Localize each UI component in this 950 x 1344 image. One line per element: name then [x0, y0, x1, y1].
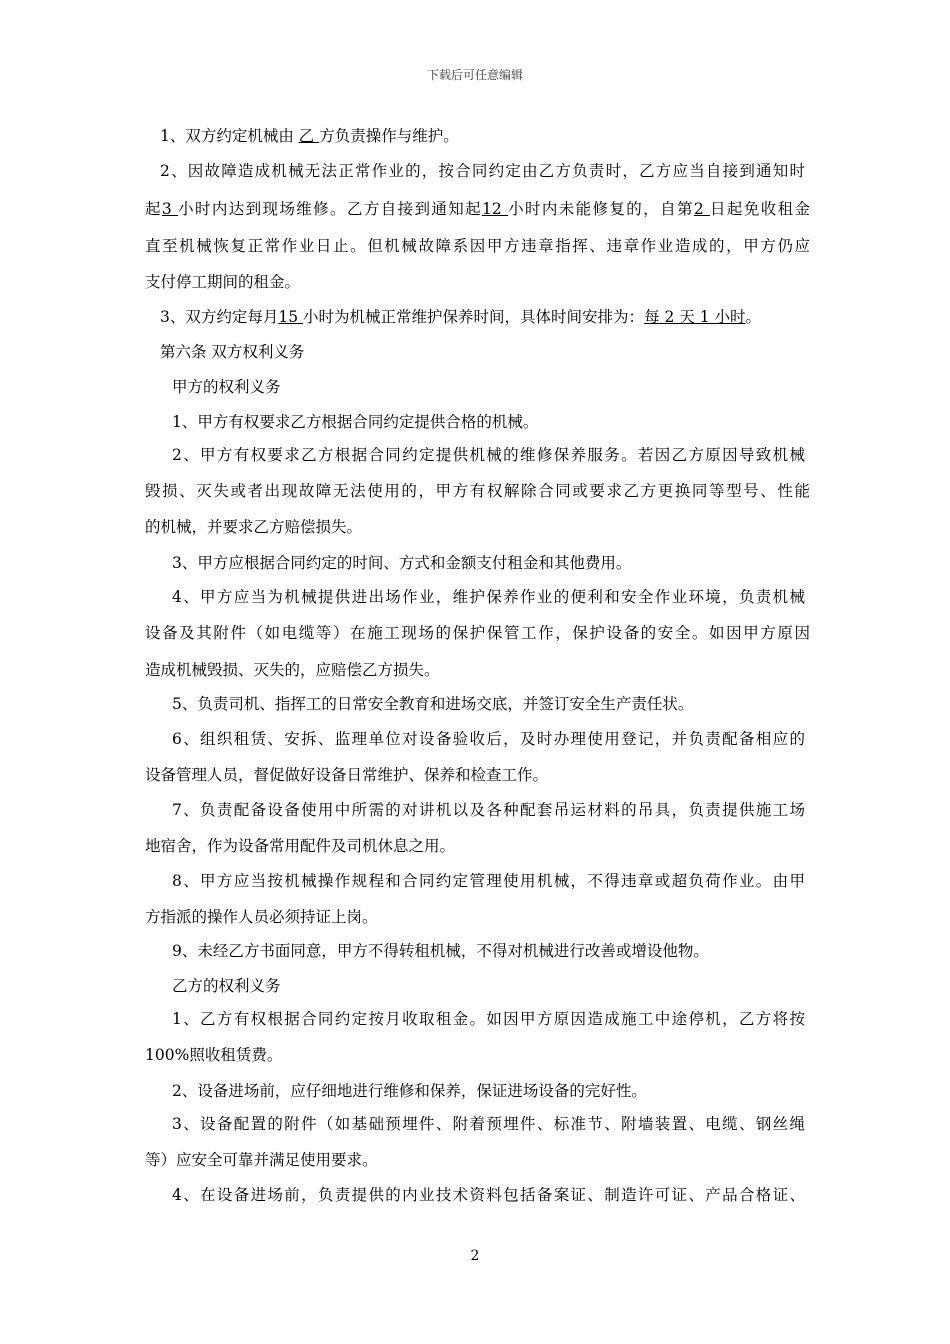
text-run: 起 — [145, 200, 162, 218]
text-run: 日起免收租金 — [710, 200, 810, 218]
party-a-item-1: 1、甲方有权要求乙方根据合同约定提供合格的机械。 — [172, 413, 539, 431]
party-a-item-9: 9、未经乙方书面同意，甲方不得转租机械，不得对机械进行改善或增设他物。 — [172, 942, 709, 960]
text-run: 。 — [745, 308, 761, 326]
clause-5-item-2-line-2 — [145, 199, 810, 219]
filled-blank: 3 — [161, 200, 179, 218]
filled-blank: 12 — [482, 200, 509, 218]
party-b-item-1-line-1: 1、乙方有权根据合同约定按月收取租金。如因甲方原因造成施工中途停机，乙方将按 — [172, 1010, 805, 1028]
party-a-item-6-line-2: 设备管理人员，督促做好设备日常维护、保养和检查工作。 — [145, 766, 549, 784]
party-b-item-3-line-1: 3、设备配置的附件（如基础预埋件、附着预埋件、标准节、附墙装置、电缆、钢丝绳 — [172, 1115, 805, 1133]
filled-blank: 2 — [693, 200, 711, 218]
filled-blank: 每 2 天 1 小时 — [644, 308, 746, 326]
text-run: 1、双方约定机械由 — [160, 127, 299, 145]
text-run: 小时内未能修复的，自第 — [508, 200, 694, 218]
party-b-item-2: 2、设备进场前，应仔细地进行维修和保养，保证进场设备的完好性。 — [172, 1082, 647, 1100]
clause-5-item-2-line-1: 2、因故障造成机械无法正常作业的，按合同约定由乙方负责时，乙方应当自接到通知时 — [160, 162, 805, 180]
party-a-item-7-line-1: 7、负责配备设备使用中所需的对讲机以及各种配套吊运材料的吊具，负责提供施工场 — [172, 801, 805, 819]
text-run: 小时为机械正常维护保养时间，具体时间安排为： — [303, 308, 645, 326]
article-6-heading: 第六条 双方权利义务 — [160, 343, 305, 361]
page-number: 2 — [470, 1248, 480, 1264]
clause-5-item-2-line-4: 支付停工期间的租金。 — [145, 273, 301, 291]
party-a-item-2-line-3: 的机械，并要求乙方赔偿损失。 — [145, 518, 363, 536]
party-a-item-2-line-2: 毁损、灭失或者出现故障无法使用的，甲方有权解除合同或要求乙方更换同等型号、性能 — [145, 482, 810, 500]
party-b-item-3-line-2: 等）应安全可靠并满足使用要求。 — [145, 1151, 378, 1169]
text-run: 方负责操作与维护。 — [319, 127, 459, 145]
page-header: 下载后可任意编辑 — [426, 68, 523, 82]
clause-5-item-2-line-3: 直至机械恢复正常作业日止。但机械故障系因甲方违章指挥、违章作业造成的，甲方仍应 — [145, 237, 810, 255]
clause-5-item-3 — [160, 307, 825, 327]
party-a-item-3: 3、甲方应根据合同约定的时间、方式和金额支付租金和其他费用。 — [172, 554, 632, 572]
party-a-item-4-line-2: 设备及其附件（如电缆等）在施工现场的保护保管工作，保护设备的安全。如因甲方原因 — [145, 624, 810, 642]
clause-5-item-1 — [160, 126, 825, 146]
party-b-heading: 乙方的权利义务 — [172, 977, 281, 995]
party-b-item-1-line-2: 100%照收租赁费。 — [145, 1046, 283, 1064]
party-a-item-8-line-2: 方指派的操作人员必须持证上岗。 — [145, 908, 378, 926]
filled-blank: 15 — [278, 308, 304, 326]
party-a-item-4-line-3: 造成机械毁损、灭失的，应赔偿乙方损失。 — [145, 661, 440, 679]
text-run: 小时内达到现场维修。乙方自接到通知起 — [178, 200, 483, 218]
party-a-item-6-line-1: 6、组织租赁、安拆、监理单位对设备验收后，及时办理使用登记，并负责配备相应的 — [172, 730, 805, 748]
text-run: 3、双方约定每月 — [160, 308, 279, 326]
party-a-item-5: 5、负责司机、指挥工的日常安全教育和进场交底，并签订安全生产责任状。 — [172, 695, 694, 713]
party-a-heading: 甲方的权利义务 — [172, 378, 281, 396]
party-a-item-2-line-1: 2、甲方有权要求乙方根据合同约定提供机械的维修保养服务。若因乙方原因导致机械 — [172, 446, 805, 464]
party-a-item-8-line-1: 8、甲方应当按机械操作规程和合同约定管理使用机械，不得违章或超负荷作业。由甲 — [172, 872, 805, 890]
party-a-item-7-line-2: 地宿舍，作为设备常用配件及司机休息之用。 — [145, 837, 456, 855]
party-a-item-4-line-1: 4、甲方应当为机械提供进出场作业，维护保养作业的便利和安全作业环境，负责机械 — [172, 588, 805, 606]
party-b-item-4-line-1: 4、在设备进场前，负责提供的内业技术资料包括备案证、制造许可证、产品合格证、 — [172, 1186, 805, 1204]
filled-blank: 乙 — [298, 127, 320, 145]
